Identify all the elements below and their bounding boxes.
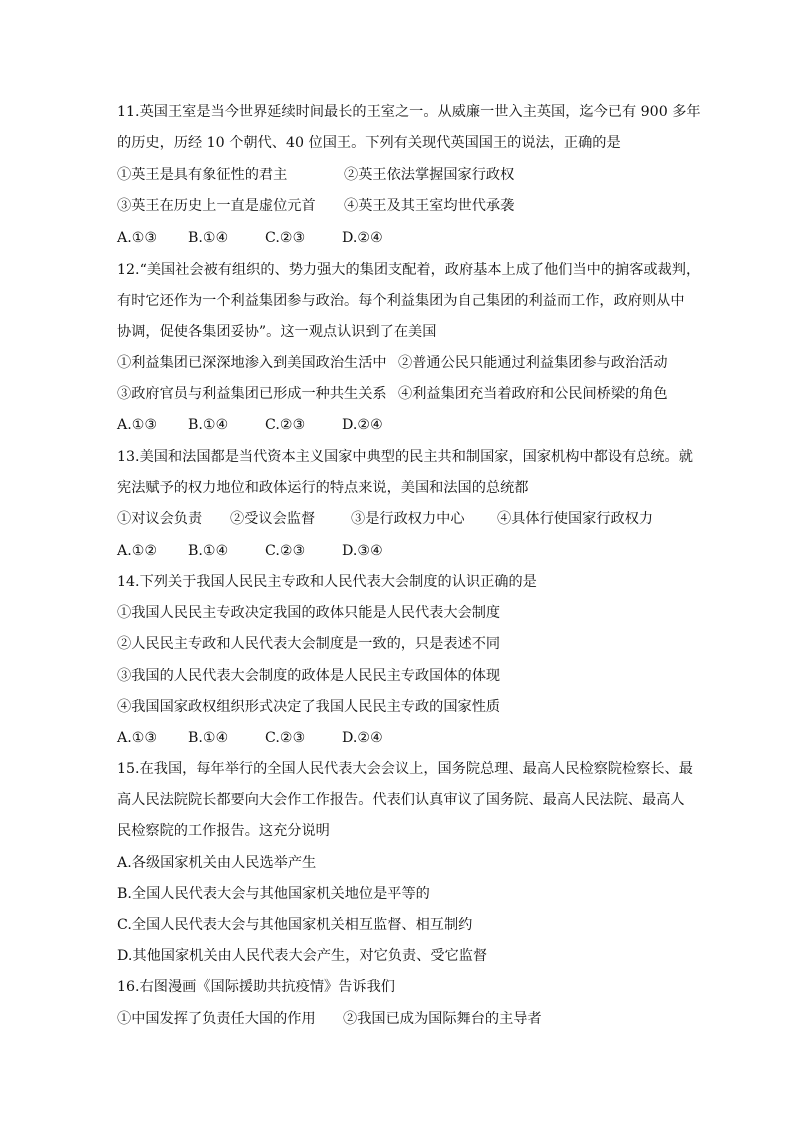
question-14-statement-4: ④我国国家政权组织形式决定了我国人民民主专政的国家性质 — [117, 699, 501, 715]
question-14-choice-b[interactable]: B.①④ — [188, 730, 229, 746]
question-12-choice-d[interactable]: D.②④ — [342, 417, 383, 433]
question-11-statement-3: ③英王在历史上一直是虚位元首 — [117, 198, 316, 214]
question-14-choice-d[interactable]: D.②④ — [342, 730, 383, 746]
question-16-statement-2: ②我国已成为国际舞台的主导者 — [343, 1011, 542, 1027]
question-11-stem-line-1: 11.英国王室是当今世界延续时间最长的王室之一。从威廉一世入主英国，迄今已有 900 多年 — [117, 104, 701, 120]
question-15-choice-b[interactable]: B.全国人民代表大会与其他国家机关地位是平等的 — [117, 886, 430, 902]
question-12-statement-3: ③政府官员与利益集团已形成一种共生关系 — [117, 386, 387, 402]
question-13-choice-c[interactable]: C.②③ — [265, 543, 306, 559]
question-12-choice-a[interactable]: A.①③ — [117, 417, 158, 433]
question-13-choice-b[interactable]: B.①④ — [188, 543, 229, 559]
question-13-statement-3: ③是行政权力中心 — [351, 511, 465, 527]
question-13-statement-1: ①对议会负责 — [117, 511, 203, 527]
question-13-choice-a[interactable]: A.①② — [117, 543, 158, 559]
question-14-choice-c[interactable]: C.②③ — [265, 730, 306, 746]
question-16-stem-line-1: 16.右图漫画《国际援助共抗疫情》告诉我们 — [117, 979, 395, 995]
question-14-statement-1: ①我国人民民主专政决定我国的政体只能是人民代表大会制度 — [117, 605, 501, 621]
question-16-statement-1: ①中国发挥了负责任大国的作用 — [117, 1011, 316, 1027]
question-12-choice-c[interactable]: C.②③ — [265, 417, 306, 433]
question-12-choice-b[interactable]: B.①④ — [188, 417, 229, 433]
question-15-choice-d[interactable]: D.其他国家机关由人民代表大会产生，对它负责、受它监督 — [117, 948, 488, 964]
question-13-stem-line-2: 宪法赋予的权力地位和政体运行的特点来说，美国和法国的总统都 — [117, 480, 529, 496]
question-13-statement-4: ④具体行使国家行政权力 — [497, 511, 654, 527]
question-15-stem-line-1: 15.在我国，每年举行的全国人民代表大会会议上，国务院总理、最高人民检察院检察长、最 — [117, 761, 693, 777]
question-12-stem-line-1: 12.“美国社会被有组织的、势力强大的集团支配着，政府基本上成了他们当中的掮客或裁判， — [117, 262, 701, 278]
question-11-choice-d[interactable]: D.②④ — [342, 230, 383, 246]
question-11-choice-c[interactable]: C.②③ — [265, 230, 306, 246]
question-12-stem-line-3: 协调，促使各集团妥协”。这一观点认识到了在美国 — [117, 324, 437, 340]
question-12-statement-1: ①利益集团已深深地渗入到美国政治生活中 — [117, 355, 387, 371]
question-15-stem-line-2: 高人民法院院长都要向大会作工作报告。代表们认真审议了国务院、最高人民法院、最高人 — [117, 792, 685, 808]
question-14-statement-2: ②人民民主专政和人民代表大会制度是一致的，只是表述不同 — [117, 636, 501, 652]
question-14-stem-line-1: 14.下列关于我国人民民主专政和人民代表大会制度的认识正确的是 — [117, 574, 537, 590]
question-12-statement-4: ④利益集团充当着政府和公民间桥梁的角色 — [398, 386, 668, 402]
question-13-statement-2: ②受议会监督 — [230, 511, 316, 527]
question-12-stem-line-2: 有时它还作为一个利益集团参与政治。每个利益集团为自己集团的利益而工作，政府则从中 — [117, 293, 685, 309]
question-11-stem-line-2: 的历史，历经 10 个朝代、40 位国王。下列有关现代英国国王的说法，正确的是 — [117, 135, 621, 151]
question-15-choice-c[interactable]: C.全国人民代表大会与其他国家机关相互监督、相互制约 — [117, 917, 473, 933]
question-11-choice-a[interactable]: A.①③ — [117, 230, 158, 246]
question-15-stem-line-3: 民检察院的工作报告。这充分说明 — [117, 823, 330, 839]
question-12-statement-2: ②普通公民只能通过利益集团参与政治活动 — [398, 355, 668, 371]
question-11-statement-2: ②英王依法掌握国家行政权 — [344, 167, 515, 183]
question-11-choice-b[interactable]: B.①④ — [188, 230, 229, 246]
question-13-stem-line-1: 13.美国和法国都是当代资本主义国家中典型的民主共和制国家，国家机构中都设有总统。就 — [117, 449, 693, 465]
question-14-statement-3: ③我国的人民代表大会制度的政体是人民民主专政国体的体现 — [117, 668, 501, 684]
question-13-choice-d[interactable]: D.③④ — [342, 543, 383, 559]
question-15-choice-a[interactable]: A.各级国家机关由人民选举产生 — [117, 855, 317, 871]
question-11-statement-4: ④英王及其王室均世代承袭 — [344, 198, 515, 214]
question-11-statement-1: ①英王是具有象征性的君主 — [117, 167, 288, 183]
question-14-choice-a[interactable]: A.①③ — [117, 730, 158, 746]
